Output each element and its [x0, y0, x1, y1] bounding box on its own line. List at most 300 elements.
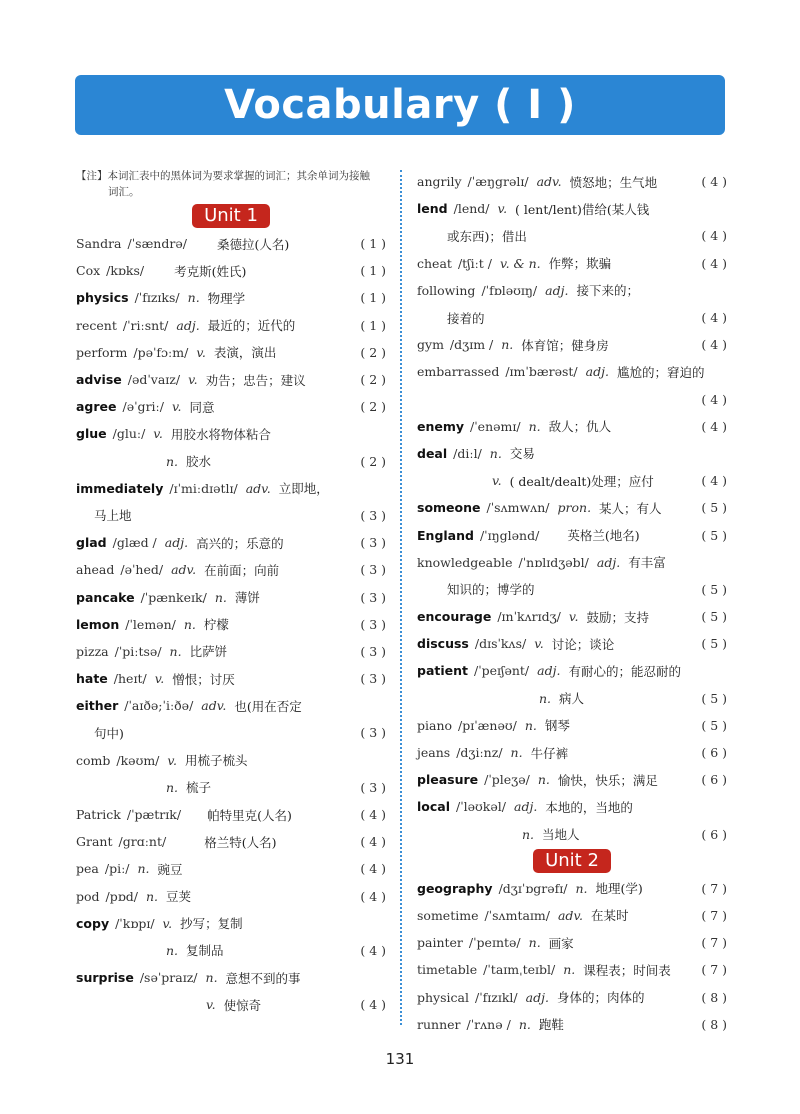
phonetic: /ˈpeɪʃənt/: [474, 663, 530, 679]
vocab-entry-continuation: [417, 576, 727, 603]
vocab-entry: [417, 277, 727, 304]
part-of-speech: adv.: [557, 907, 583, 923]
phonetic: /dʒɪˈɒgrəfɪ/: [498, 880, 568, 896]
unit-number: ( 3 ): [360, 562, 386, 578]
word: glad: [76, 535, 107, 551]
phonetic: /ˈpiːtsə/: [114, 643, 162, 659]
definition: 物理学: [207, 290, 246, 306]
part-of-speech: adv.: [536, 174, 562, 190]
part-of-speech: adv.: [171, 562, 197, 578]
definition: ( lent/lent)借给(某人钱: [515, 201, 650, 217]
unit-number: ( 5 ): [701, 500, 727, 516]
definition: 意想不到的事: [225, 970, 301, 986]
word: physics: [76, 290, 129, 306]
word: knowledgeable: [417, 554, 513, 570]
part-of-speech: n.: [166, 942, 179, 958]
definition: 跑鞋: [538, 1017, 564, 1033]
unit-number: ( 3 ): [360, 507, 386, 523]
definition: 课程表；时间表: [583, 962, 671, 978]
phonetic: /ɪmˈbærəst/: [505, 364, 578, 380]
unit-number: ( 7 ): [701, 907, 727, 923]
phonetic: /ɪnˈkʌrɪdʒ/: [497, 609, 561, 625]
unit-number: ( 2 ): [360, 372, 386, 388]
definition: 句中): [94, 725, 124, 741]
unit-number: ( 4 ): [701, 228, 727, 244]
phonetic: /ˈpætrɪk/: [126, 807, 182, 823]
page-title: Vocabulary ( I ): [224, 82, 576, 128]
phonetic: /səˈpraɪz/: [139, 970, 198, 986]
word: pod: [76, 888, 100, 904]
part-of-speech: v.: [167, 752, 177, 768]
word: encourage: [417, 609, 492, 625]
unit-number: ( 1 ): [360, 236, 386, 252]
vocab-entry-continuation: [417, 821, 727, 848]
unit-number: ( 2 ): [360, 344, 386, 360]
definition: 考克斯(姓氏): [174, 263, 247, 279]
unit-number: ( 5 ): [701, 690, 727, 706]
definition: 胶水: [186, 454, 212, 470]
vocab-entry: [417, 929, 727, 956]
definition: 比萨饼: [189, 644, 228, 660]
word: discuss: [417, 636, 469, 652]
definition: 复制品: [186, 943, 224, 959]
definition: 格兰特(人名): [204, 834, 277, 850]
unit-number: ( 7 ): [701, 880, 727, 896]
part-of-speech: n.: [518, 1016, 531, 1032]
vocab-entry: [417, 902, 727, 929]
part-of-speech: v.: [492, 473, 502, 489]
phonetic: /dʒiːnz/: [456, 745, 503, 761]
definition: 画家: [548, 935, 574, 951]
part-of-speech: v.: [534, 636, 544, 652]
definition: 愉快，快乐；满足: [557, 772, 658, 788]
part-of-speech: n.: [489, 445, 502, 461]
unit-number: ( 5 ): [701, 717, 727, 733]
definition: 抄写；复制: [180, 916, 243, 932]
part-of-speech: adj.: [537, 663, 561, 679]
word: sometime: [417, 907, 479, 923]
unit-number: ( 8 ): [701, 1016, 727, 1032]
word: pancake: [76, 589, 135, 605]
phonetic: /kɒks/: [106, 263, 145, 279]
definition: 最近的；近代的: [207, 318, 296, 334]
part-of-speech: v.: [162, 915, 173, 931]
part-of-speech: n.: [137, 861, 150, 877]
phonetic: /ˈnɒlɪdʒəbl/: [518, 554, 589, 570]
part-of-speech: n.: [166, 453, 179, 469]
unit-number: ( 7 ): [701, 935, 727, 951]
unit-number: ( 3 ): [360, 725, 386, 741]
vocab-entry: [76, 312, 386, 339]
phonetic: /tʃiːt /: [457, 255, 492, 271]
part-of-speech: n.: [522, 826, 535, 842]
phonetic: /ˈpænkeɪk/: [140, 589, 207, 605]
definition: 在某时: [591, 908, 629, 924]
phonetic: /pɒd/: [105, 888, 138, 904]
unit-number: ( 4 ): [701, 310, 727, 326]
word: comb: [76, 752, 111, 768]
unit-number: ( 3 ): [360, 535, 386, 551]
vocab-entry-continuation: [417, 685, 727, 712]
vocab-entry: [76, 475, 386, 502]
word: Sandra: [76, 236, 122, 252]
word: angrily: [417, 174, 462, 190]
part-of-speech: n.: [501, 337, 514, 353]
part-of-speech: v. & n.: [499, 255, 541, 271]
unit-number: ( 5 ): [701, 636, 727, 652]
phonetic: /ˈfɒləʊɪŋ/: [481, 282, 538, 298]
phonetic: /əˈgriː/: [122, 399, 164, 415]
vocab-entry: [417, 983, 727, 1010]
part-of-speech: n.: [539, 690, 552, 706]
word: England: [417, 527, 474, 543]
vocab-entry: [417, 712, 727, 739]
phonetic: /ˈenəmɪ/: [470, 418, 521, 434]
part-of-speech: n.: [214, 589, 227, 605]
word: advise: [76, 372, 122, 388]
definition: 柠檬: [203, 617, 229, 633]
word: local: [417, 799, 451, 815]
vocab-entry-continuation: [417, 304, 727, 331]
definition: 用胶水将物体粘合: [170, 426, 271, 442]
definition: 知识的；博学的: [447, 582, 535, 598]
definition: 当地人: [542, 827, 580, 843]
vocab-entry: [417, 657, 727, 684]
vocab-entry: [417, 956, 727, 983]
word: lemon: [76, 616, 120, 632]
word: jeans: [417, 745, 451, 761]
phonetic: /piː/: [104, 861, 130, 877]
part-of-speech: v.: [188, 372, 198, 388]
vocab-entry: [76, 692, 386, 719]
definition: 也(用在否定: [234, 698, 302, 714]
vocab-entry: [76, 638, 386, 665]
unit-number: ( 3 ): [360, 671, 386, 687]
word: either: [76, 698, 119, 714]
unit-number: ( 4 ): [701, 418, 727, 434]
vocab-entry: [417, 358, 727, 385]
part-of-speech: n.: [563, 962, 576, 978]
phonetic: /ˈæŋgrəlɪ/: [467, 174, 529, 190]
vocab-entry: [76, 420, 386, 447]
part-of-speech: n.: [537, 772, 550, 788]
phonetic: /ədˈvaɪz/: [127, 372, 181, 388]
phonetic: /kəʊm/: [116, 752, 160, 768]
part-of-speech: v.: [206, 997, 216, 1013]
left-column: [76, 168, 386, 1018]
phonetic: /glæd /: [112, 535, 157, 551]
word: timetable: [417, 962, 478, 978]
vocab-entry: [76, 855, 386, 882]
phonetic: /ˈaɪðə;ˈiːðə/: [124, 698, 194, 714]
part-of-speech: adv.: [201, 698, 227, 714]
definition: 梳子: [186, 780, 212, 796]
unit-number: ( 1 ): [360, 290, 386, 306]
unit-number: ( 3 ): [360, 779, 386, 795]
unit-number: ( 2 ): [360, 399, 386, 415]
word: copy: [76, 915, 110, 931]
unit-number: ( 6 ): [701, 826, 727, 842]
phonetic: /pəˈfɔːm/: [133, 344, 189, 360]
unit-number: ( 5 ): [701, 609, 727, 625]
part-of-speech: v.: [196, 344, 206, 360]
word: immediately: [76, 480, 164, 496]
page-number: 131: [385, 1050, 415, 1068]
definition: 英格兰(地名): [567, 528, 640, 544]
word: lend: [417, 201, 448, 217]
vocab-entry: [76, 747, 386, 774]
vocab-entry: [76, 611, 386, 638]
part-of-speech: n.: [166, 779, 179, 795]
phonetic: /ˈpleʒə/: [484, 772, 530, 788]
word: piano: [417, 717, 453, 733]
unit-number: ( 6 ): [701, 772, 727, 788]
definition: 尴尬的；窘迫的: [616, 364, 705, 380]
unit-number: ( 4 ): [701, 391, 727, 407]
vocab-entry: [76, 284, 386, 311]
definition: 某人；有人: [599, 500, 662, 516]
vocab-entry: [417, 603, 727, 630]
definition: 桑德拉(人名): [216, 236, 290, 252]
unit-1-header: [76, 204, 386, 228]
vocab-entry: [76, 257, 386, 284]
unit-number: ( 2 ): [360, 453, 386, 469]
phonetic: /ˈlemən/: [125, 616, 176, 632]
vocab-entry: [417, 521, 727, 548]
word: embarrassed: [417, 364, 500, 380]
vocab-entry: [417, 739, 727, 766]
part-of-speech: n.: [510, 745, 523, 761]
vocab-entry-continuation: [417, 467, 727, 494]
definition: 表演，演出: [213, 345, 277, 361]
part-of-speech: n.: [205, 970, 218, 986]
word: hate: [76, 671, 108, 687]
definition: 用梳子梳头: [184, 753, 248, 769]
vocab-entry: [417, 793, 727, 820]
definition: 同意: [189, 399, 215, 415]
word: pizza: [76, 643, 109, 659]
phonetic: /əˈhed/: [120, 562, 164, 578]
vocab-entry: [417, 250, 727, 277]
word: geography: [417, 880, 493, 896]
vocab-entry: [76, 883, 386, 910]
phonetic: /ˈfɪzɪkl/: [474, 989, 518, 1005]
vocab-entry: [417, 494, 727, 521]
vocab-entry: [417, 413, 727, 440]
note-line-1: 【注】本词汇表中的黑体词为要求掌握的词汇；其余单词为接触: [76, 170, 370, 182]
unit-2-header: [417, 849, 727, 873]
phonetic: /ˈkɒpɪ/: [115, 915, 155, 931]
word: physical: [417, 989, 469, 1005]
word: glue: [76, 426, 107, 442]
part-of-speech: adj.: [164, 535, 189, 551]
part-of-speech: v.: [568, 609, 579, 625]
definition: 体育馆；健身房: [521, 337, 609, 353]
part-of-speech: adj.: [514, 799, 538, 815]
definition: 接下来的；: [576, 283, 639, 299]
vocab-entry: [76, 339, 386, 366]
phonetic: /heɪt/: [113, 671, 147, 687]
vocab-entry: [417, 549, 727, 576]
word: painter: [417, 935, 463, 951]
vocab-entry-continuation: [76, 502, 386, 529]
word: surprise: [76, 970, 134, 986]
definition: 帕特里克(人名): [207, 807, 292, 823]
unit-number: ( 4 ): [360, 861, 386, 877]
vocab-entry: [76, 964, 386, 991]
part-of-speech: v.: [154, 671, 165, 687]
definition: 劝告；忠告；建议: [205, 372, 306, 388]
unit-number: ( 4 ): [701, 255, 727, 271]
vocab-entry: [76, 801, 386, 828]
note-line-2: 词汇。: [108, 186, 140, 198]
definition: 有丰富: [628, 555, 666, 571]
word: Grant: [76, 834, 113, 850]
definition: 交易: [509, 446, 535, 462]
phonetic: /grɑːnt/: [118, 834, 167, 850]
part-of-speech: n.: [524, 717, 537, 733]
title-banner: [75, 75, 725, 135]
definition: 鼓励；支持: [586, 609, 649, 625]
word: runner: [417, 1016, 461, 1032]
part-of-speech: n.: [145, 888, 158, 904]
phonetic: /diːl/: [453, 445, 482, 461]
definition: 牛仔裤: [530, 745, 569, 761]
definition: 愤怒地；生气地: [569, 174, 658, 190]
definition: 或东西)；借出: [447, 228, 527, 244]
part-of-speech: adj.: [525, 989, 549, 1005]
part-of-speech: n.: [528, 418, 541, 434]
phonetic: /ˈfɪzɪks/: [134, 290, 180, 306]
unit-number: ( 4 ): [701, 473, 727, 489]
part-of-speech: adj.: [176, 317, 200, 333]
word: Cox: [76, 263, 101, 279]
vocab-entry: [417, 331, 727, 358]
vocab-entry: [417, 875, 727, 902]
vocab-entry: [76, 230, 386, 257]
phonetic: /dʒɪm /: [449, 337, 494, 353]
vocab-entry: [76, 583, 386, 610]
unit-number: ( 1 ): [360, 263, 386, 279]
word: someone: [417, 500, 481, 516]
definition: 身体的；肉体的: [556, 990, 645, 1006]
phonetic: /gluː/: [112, 426, 146, 442]
part-of-speech: n.: [187, 290, 200, 306]
vocab-entry: [417, 195, 727, 222]
vocab-entry: [76, 366, 386, 393]
vocab-entry: [76, 910, 386, 937]
vocab-entry-continuation: [76, 937, 386, 964]
word: deal: [417, 445, 448, 461]
definition: 薄饼: [234, 590, 260, 606]
part-of-speech: n.: [169, 643, 182, 659]
definition: 使惊奇: [223, 997, 262, 1013]
unit-number: ( 3 ): [360, 643, 386, 659]
vocab-entry: [417, 1011, 727, 1038]
definition: 钢琴: [544, 718, 570, 734]
definition: 马上地: [94, 508, 132, 524]
word: enemy: [417, 418, 465, 434]
phonetic: /ˈrʌnə /: [466, 1016, 511, 1032]
vocab-entry-continuation: [417, 386, 727, 413]
vocab-entry: [76, 665, 386, 692]
definition: 在前面；向前: [204, 562, 280, 578]
vocab-entry: [417, 168, 727, 195]
unit-number: ( 3 ): [360, 589, 386, 605]
vocab-entry: [417, 630, 727, 657]
definition: 豆荚: [166, 889, 192, 905]
unit-number: ( 4 ): [360, 888, 386, 904]
definition: 接着的: [447, 310, 485, 326]
unit-number: ( 5 ): [701, 581, 727, 597]
word: gym: [417, 337, 444, 353]
part-of-speech: n.: [528, 935, 541, 951]
word: perform: [76, 344, 128, 360]
unit-number: ( 8 ): [701, 989, 727, 1005]
vocab-entry-continuation: [76, 774, 386, 801]
definition: 作弊；欺骗: [548, 256, 612, 272]
unit-number: ( 4 ): [360, 807, 386, 823]
definition: 憎恨；讨厌: [172, 671, 235, 687]
unit-number: ( 7 ): [701, 962, 727, 978]
unit-number: ( 3 ): [360, 616, 386, 632]
phonetic: /ˈsændrə/: [127, 236, 187, 252]
note: [76, 168, 386, 200]
part-of-speech: v.: [497, 201, 508, 217]
phonetic: /ˈsʌmwʌn/: [486, 500, 550, 516]
word: pleasure: [417, 772, 479, 788]
phonetic: /lend/: [453, 201, 490, 217]
definition: 敌人；仇人: [548, 419, 612, 435]
part-of-speech: adj.: [585, 364, 609, 380]
definition: 讨论；谈论: [551, 636, 615, 652]
vocab-entry: [76, 828, 386, 855]
phonetic: /ˈɪŋglənd/: [479, 527, 540, 543]
unit-number: ( 4 ): [360, 997, 386, 1013]
definition: 高兴的；乐意的: [196, 535, 284, 551]
part-of-speech: n.: [575, 880, 588, 896]
definition: 病人: [559, 691, 585, 707]
vocab-entry-continuation: [76, 719, 386, 746]
unit-badge: Unit 1: [192, 204, 270, 228]
word: pea: [76, 861, 99, 877]
vocab-entry-continuation: [76, 991, 386, 1018]
unit-number: ( 5 ): [701, 527, 727, 543]
vocab-entry: [76, 529, 386, 556]
part-of-speech: v.: [153, 426, 163, 442]
unit-number: ( 4 ): [360, 942, 386, 958]
part-of-speech: adv.: [245, 480, 271, 496]
word: ahead: [76, 562, 115, 578]
phonetic: /ˈtaɪmˌteɪbl/: [483, 962, 556, 978]
part-of-speech: adj.: [596, 554, 621, 570]
vocab-entry: [417, 766, 727, 793]
phonetic: /ˈpeɪntə/: [468, 935, 521, 951]
part-of-speech: v.: [171, 399, 182, 415]
unit-number: ( 4 ): [360, 834, 386, 850]
part-of-speech: adj.: [545, 282, 569, 298]
column-divider: [400, 170, 402, 1025]
phonetic: /ˈriːsnt/: [122, 317, 169, 333]
unit-number: ( 6 ): [701, 745, 727, 761]
definition: 豌豆: [157, 861, 183, 877]
unit-number: ( 4 ): [701, 174, 727, 190]
word: patient: [417, 663, 468, 679]
right-column: [417, 168, 727, 1038]
word: recent: [76, 317, 117, 333]
definition: 本地的，当地的: [545, 799, 633, 815]
vocab-entry-continuation: [417, 222, 727, 249]
